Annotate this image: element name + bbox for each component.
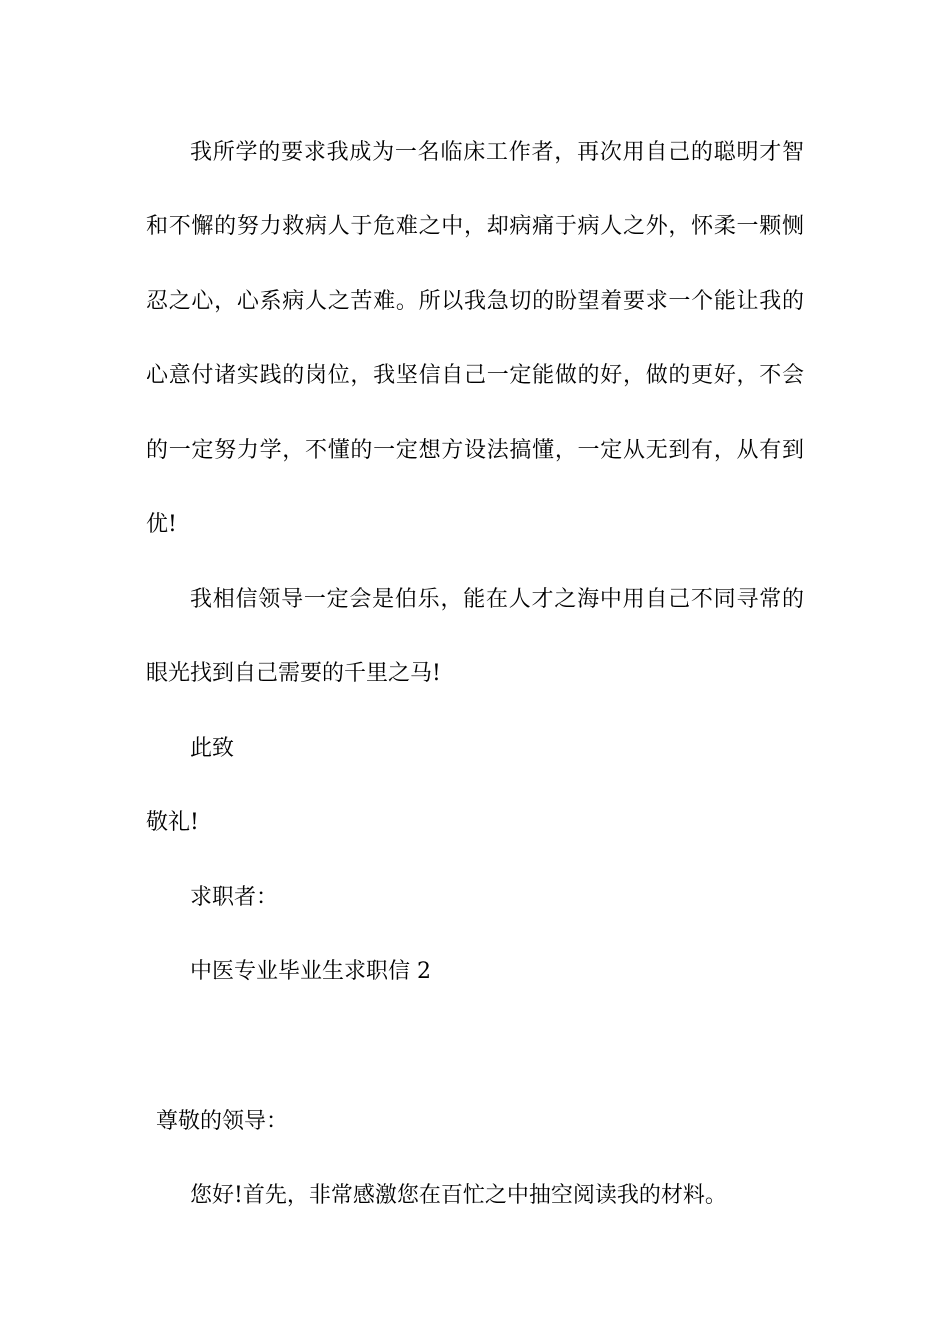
salutation: 敬礼! <box>146 810 199 835</box>
paragraph-line: 我相信领导一定会是伯乐，能在人才之海中用自己不同寻常的 <box>190 587 804 612</box>
section-title: 中医专业毕业生求职信 2 <box>190 959 431 984</box>
paragraph-line: 我所学的要求我成为一名临床工作者，再次用自己的聪明才智 <box>190 140 804 165</box>
paragraph-line: 和不懈的努力救病人于危难之中，却病痛于病人之外，怀柔一颗恻 <box>146 214 804 239</box>
paragraph-line: 心意付诸实践的岗位，我坚信自己一定能做的好，做的更好，不会 <box>146 363 804 388</box>
opening-line: 您好!首先，非常感激您在百忙之中抽空阅读我的材料。 <box>190 1183 727 1208</box>
paragraph-line: 优! <box>146 512 177 537</box>
paragraph-line: 忍之心，心系病人之苦难。所以我急切的盼望着要求一个能让我的 <box>146 289 804 314</box>
closing-phrase: 此致 <box>190 736 235 761</box>
paragraph-line: 的一定努力学，不懂的一定想方设法搞懂，一定从无到有，从有到 <box>146 438 804 463</box>
signature-label: 求职者： <box>190 885 279 910</box>
greeting: 尊敬的领导： <box>156 1109 289 1134</box>
paragraph-line: 眼光找到自己需要的千里之马! <box>146 661 441 686</box>
